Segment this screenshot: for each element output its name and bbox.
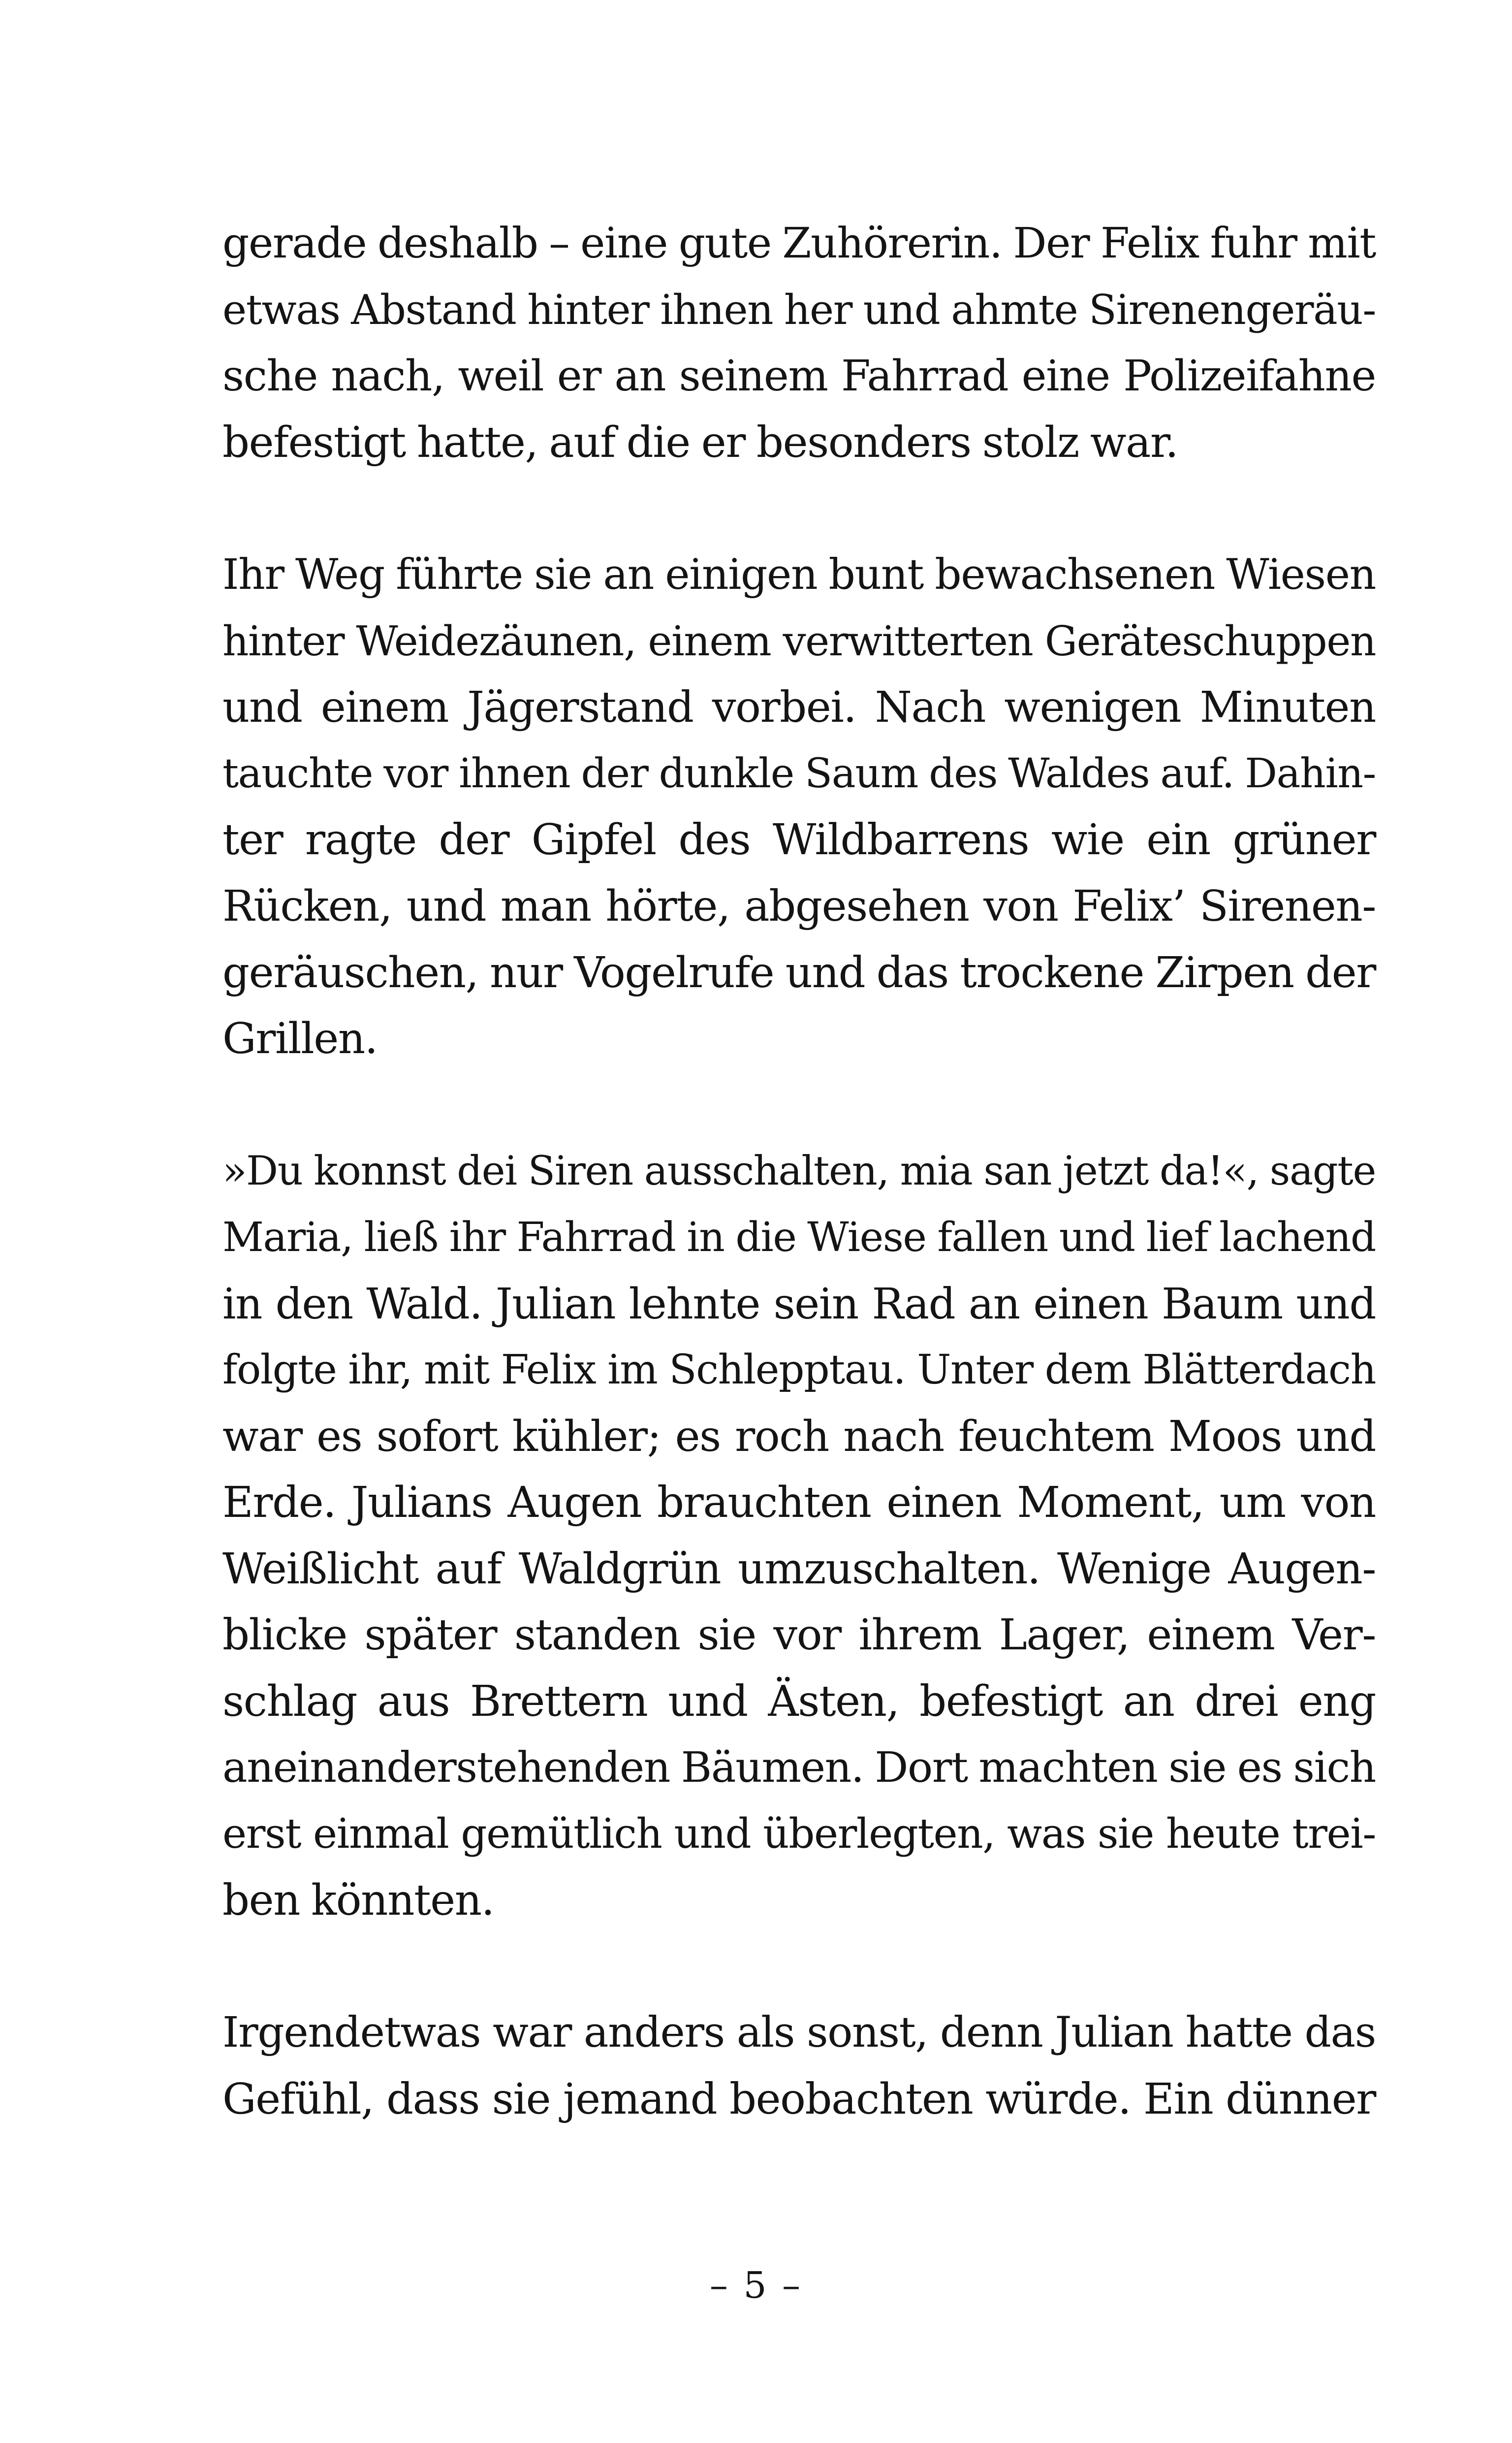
text-line: Maria, ließ ihr Fahrrad in die Wiese fallen und lief lachend (222, 1214, 1376, 1261)
text-line: erst einmal gemütlich und überlegten, was sie heute trei- (222, 1810, 1376, 1858)
text-line: ben könnten. (222, 1875, 494, 1925)
text-line: Gefühl, dass sie jemand beobachten würde. Ein dünner (222, 2074, 1376, 2124)
text-line: tauchte vor ihnen der dunkle Saum des Waldes auf. Dahin- (222, 750, 1376, 797)
text-line: gerade deshalb – eine gute Zuhörerin. Der Felix fuhr mit (222, 219, 1376, 268)
text-line: blicke später standen sie vor ihrem Lager, einem Ver- (222, 1610, 1376, 1660)
text-line: folgte ihr, mit Felix im Schlepptau. Unter dem Blätterdach (222, 1347, 1376, 1394)
text-line: etwas Abstand hinter ihnen her und ahmte Sirenengeräu- (222, 286, 1376, 334)
paragraph-gap (222, 1933, 1376, 2000)
text-line: befestigt hatte, auf die er besonders stolz war. (222, 418, 1178, 467)
text-line: war es sofort kühler; es roch nach feuchtem Moos und (222, 1412, 1376, 1461)
paragraph-gap (222, 476, 1376, 542)
text-line: hinter Weidezäunen, einem verwitterten Geräteschuppen (222, 617, 1376, 665)
text-line: »Du konnst dei Siren ausschalten, mia san jetzt da!«, sagte (222, 1148, 1376, 1195)
text-line: ter ragte der Gipfel des Wildbarrens wie ein grüner (222, 815, 1376, 865)
paragraph-2 (222, 542, 1376, 1072)
paragraph-1 (222, 211, 1376, 476)
text-line: Erde. Julians Augen brauchten einen Moment, um von (222, 1478, 1376, 1528)
text-line: in den Wald. Julian lehnte sein Rad an einen Baum und (222, 1279, 1376, 1329)
text-line: Irgendetwas war anders als sonst, denn Julian hatte das (222, 2008, 1376, 2057)
text-line: aneinanderstehenden Bäumen. Dort machten sie es sich (222, 1743, 1376, 1792)
text-line: Rücken, und man hörte, abgesehen von Felix’ Sirenen- (222, 881, 1376, 931)
page-number: – 5 – (709, 2264, 803, 2307)
text-line: Weißlicht auf Waldgrün umzuschalten. Wenige Augen- (222, 1544, 1376, 1594)
text-line: Ihr Weg führte sie an einigen bunt bewachsenen Wiesen (222, 550, 1376, 599)
paragraph-3 (222, 1138, 1376, 1933)
text-line: und einem Jägerstand vorbei. Nach wenigen Minuten (222, 683, 1376, 733)
body-text (222, 211, 1376, 2132)
paragraph-gap (222, 1072, 1376, 1139)
text-line: sche nach, weil er an seinem Fahrrad eine Polizeifahne (222, 352, 1376, 401)
text-line: geräuschen, nur Vogelrufe und das trockene Zirpen der (222, 948, 1376, 997)
text-line: schlag aus Brettern und Ästen, befestigt an drei eng (222, 1677, 1376, 1727)
paragraph-4 (222, 2000, 1376, 2132)
text-line: Grillen. (222, 1014, 378, 1064)
